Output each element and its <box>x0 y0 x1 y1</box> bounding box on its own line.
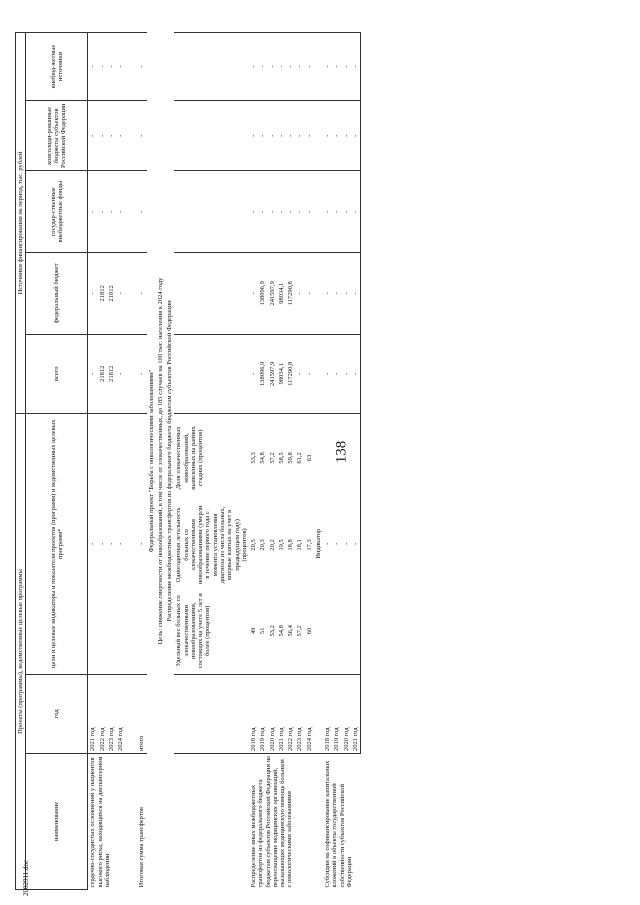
total-cell: - <box>249 334 258 413</box>
federal-cell: - <box>323 253 332 335</box>
offbudget-cell: - <box>295 33 304 101</box>
federal-cell: 117290,8 <box>286 253 295 335</box>
consolidated-cell: - <box>342 101 351 171</box>
indicator-cell: - <box>107 413 116 674</box>
offbudget-cell: - <box>258 33 267 101</box>
offbudget-cell: - <box>107 33 116 101</box>
offbudget-cell: - <box>137 33 146 101</box>
goal-text: Цель: снижение смертности от новообразований, в том числе от злокачественных, до 185 случаев на 100 тыс. населения к 2024 году <box>156 277 164 645</box>
indicator-cell: - <box>351 413 361 674</box>
funds-cell: - <box>116 171 125 253</box>
consolidated-cell: - <box>258 101 267 171</box>
consolidated-cell: - <box>268 101 277 171</box>
funds-cell: - <box>305 171 314 253</box>
offbudget-cell: - <box>323 33 332 101</box>
table-row <box>137 33 146 890</box>
col-federal-header: федеральный бюджет <box>26 253 88 335</box>
federal-cell: - <box>342 253 351 335</box>
indicator-2-value: 20,2 <box>268 539 276 551</box>
row-name: сердечно-сосудистых осложнений у пациентов высокого риска, находящихся на диспансерном наблюдении <box>88 753 126 889</box>
total-cell: - <box>332 334 341 413</box>
rotated-table-area <box>15 32 633 890</box>
consolidated-cell: - <box>332 101 341 171</box>
year-cell: 2020 год <box>268 674 277 753</box>
indicator-2-value: 20,3 <box>259 539 267 551</box>
consolidated-cell: - <box>277 101 286 171</box>
indicator-cell: - <box>88 413 98 674</box>
indicator-cell: - <box>342 413 351 674</box>
consolidated-cell: - <box>351 101 361 171</box>
indicator-cell: - <box>323 413 332 674</box>
funds-cell: - <box>137 171 146 253</box>
offbudget-cell: - <box>305 33 314 101</box>
year-cell: 2020 год <box>342 674 351 753</box>
year-cell: 2019 год <box>332 674 341 753</box>
funds-cell: - <box>249 171 258 253</box>
year-cell: 2024 год <box>116 674 125 753</box>
federal-cell: - <box>137 253 146 335</box>
indicator-3-value: 58,5 <box>277 413 286 501</box>
consolidated-cell: - <box>286 101 295 171</box>
consolidated-cell: - <box>323 101 332 171</box>
indicator-2-value: 18,8 <box>287 539 295 551</box>
indicator-3-value: 53,3 <box>249 413 258 501</box>
indicator-cell: - <box>116 413 125 674</box>
funds-cell: - <box>323 171 332 253</box>
funds-cell: - <box>332 171 341 253</box>
funds-cell: - <box>98 171 107 253</box>
total-cell: - <box>137 334 146 413</box>
indicator-1-value: 49 <box>250 627 258 635</box>
row-name: Итоговая сумма трансфертов <box>137 753 146 889</box>
table-row <box>323 33 332 890</box>
year-cell: итого <box>137 674 146 753</box>
total-cell: - <box>305 334 314 413</box>
offbudget-cell: - <box>332 33 341 101</box>
col-total-header: всего <box>26 334 88 413</box>
consolidated-cell: - <box>88 101 98 171</box>
indicator-header-1: Удельный вес больных со злокачественными новообразованиями, состоящих на учете 5 лет и более (процентов) <box>175 593 212 669</box>
col-funds-header: государ-ственные внебюджетные фонды <box>26 171 88 253</box>
funds-cell: - <box>258 171 267 253</box>
indicator-2-value: 18,1 <box>296 539 304 551</box>
offbudget-cell: - <box>88 33 98 101</box>
sources-header: Источники финансирования на период, тыс. рублей <box>16 33 26 414</box>
offbudget-cell: - <box>249 33 258 101</box>
offbudget-cell: - <box>351 33 361 101</box>
indicator-label: Индикатор <box>314 413 323 674</box>
federal-cell: - <box>351 253 361 335</box>
year-cell: 2019 год <box>258 674 267 753</box>
year-cell: 2021 год <box>277 674 286 753</box>
indicator-1-value: 51 <box>259 627 267 635</box>
federal-cell: 138096,9 <box>258 253 267 335</box>
indicator-2-value: 17,3 <box>305 539 313 551</box>
offbudget-cell: - <box>98 33 107 101</box>
funds-cell: - <box>88 171 98 253</box>
funds-cell: - <box>286 171 295 253</box>
indicator-3-value: 63 <box>305 413 314 501</box>
indicator-2-value: 19,5 <box>277 539 285 551</box>
total-cell: 21812 <box>98 334 107 413</box>
footer-filename: 2002911.doc <box>22 859 30 896</box>
federal-cell: 21812 <box>98 253 107 335</box>
total-cell: 21812 <box>107 334 116 413</box>
col-consolidated-header: консолиди-рованные бюджеты субъектов Российской Федерации <box>26 101 88 171</box>
table-row <box>249 33 258 890</box>
year-cell: 2021 год <box>351 674 361 753</box>
row-name: Субсидии на софинансирование капитальных вложений в объекты государственной собственности субъектов Российской Федерации <box>323 753 361 889</box>
distribution-title: Распределение межбюджетных трансфертов из федерального бюджета бюджетам субъектов Российской Федерации <box>166 300 174 622</box>
year-cell: 2021 год <box>88 674 98 753</box>
total-cell: 117290,8 <box>286 334 295 413</box>
indicator-3-value: 59,8 <box>286 413 295 501</box>
col-indicators-header: цели и целевые индикаторы и показатели проектов (программ) и ведомственных целевых программ* <box>26 413 88 674</box>
consolidated-cell: - <box>98 101 107 171</box>
consolidated-cell: - <box>249 101 258 171</box>
year-cell: 2022 год <box>286 674 295 753</box>
total-cell: 138096,9 <box>258 334 267 413</box>
funds-cell: - <box>268 171 277 253</box>
col-name-header: наименование <box>26 753 88 889</box>
offbudget-cell: - <box>277 33 286 101</box>
federal-cell: - <box>305 253 314 335</box>
offbudget-cell: - <box>286 33 295 101</box>
federal-cell: - <box>249 253 258 335</box>
col-offbudget-header: внебюд-жетные источники <box>26 33 88 101</box>
indicator-1-value: 60 <box>305 627 313 635</box>
indicator-3-value: 61,2 <box>295 413 304 501</box>
indicator-3-value: 57,2 <box>268 413 277 501</box>
indicator-1-value: 53,2 <box>268 625 276 637</box>
indicator-1-value: 57,2 <box>296 625 304 637</box>
indicator-header-3: Доля злокачественных новообразований, выявленных на ранних стадиях (процентов) <box>174 413 249 501</box>
year-cell: 2022 год <box>98 674 107 753</box>
total-cell: - <box>116 334 125 413</box>
federal-cell: - <box>116 253 125 335</box>
total-cell: - <box>351 334 361 413</box>
projects-header: Проекты (программы), ведомственные целевые программы <box>16 413 26 889</box>
indicator-cell: - <box>98 413 107 674</box>
federal-cell: 241597,9 <box>268 253 277 335</box>
total-cell: 241597,9 <box>268 334 277 413</box>
federal-cell: - <box>332 253 341 335</box>
indicator-2-value: 20,5 <box>250 539 258 551</box>
offbudget-cell: - <box>116 33 125 101</box>
total-cell: 98034,1 <box>277 334 286 413</box>
page-number: 138 <box>333 440 350 464</box>
total-cell: - <box>88 334 98 413</box>
col-year-header: год <box>26 674 88 753</box>
indicator-cell: - <box>332 413 341 674</box>
total-cell: - <box>323 334 332 413</box>
indicator-header-2: Одногодичная летальность больных со злокачественными новообразованиями (умерли в течение первого года с момента установления диагноза из числа больных, впервые взятых на учет в предыдущем году) (процентов) <box>175 505 248 585</box>
offbudget-cell: - <box>342 33 351 101</box>
indicator-1-value: 56,4 <box>287 625 295 637</box>
federal-cell: 21812 <box>107 253 116 335</box>
year-cell: 2018 год <box>249 674 258 753</box>
federal-cell: - <box>295 253 304 335</box>
consolidated-cell: - <box>137 101 146 171</box>
federal-project-title: Федеральный проект "Борьба с онкологическими заболеваниями" <box>147 369 155 553</box>
funds-cell: - <box>342 171 351 253</box>
funds-cell: - <box>295 171 304 253</box>
consolidated-cell: - <box>305 101 314 171</box>
table-row <box>88 33 98 890</box>
row-name: Распределение иных межбюджетных трансфертов из федерального бюджета бюджетам субъектов Российской Федерации на переоснащение медицинских организаций, оказывающих медицинскую помощь больным с онкологическими заболеваниями <box>249 753 314 889</box>
year-cell: 2023 год <box>295 674 304 753</box>
year-cell: 2024 год <box>305 674 314 753</box>
funds-cell: - <box>277 171 286 253</box>
indicator-3-value: 54,8 <box>258 413 267 501</box>
federal-cell: 98034,1 <box>277 253 286 335</box>
year-cell: 2018 год <box>323 674 332 753</box>
funds-cell: - <box>107 171 116 253</box>
consolidated-cell: - <box>295 101 304 171</box>
year-cell: 2023 год <box>107 674 116 753</box>
federal-cell: - <box>88 253 98 335</box>
consolidated-cell: - <box>107 101 116 171</box>
indicator-cell: - <box>137 413 146 674</box>
offbudget-cell: - <box>268 33 277 101</box>
financing-table <box>15 32 361 890</box>
total-cell: - <box>295 334 304 413</box>
indicator-1-value: 54,8 <box>277 625 285 637</box>
funds-cell: - <box>351 171 361 253</box>
total-cell: - <box>342 334 351 413</box>
consolidated-cell: - <box>116 101 125 171</box>
